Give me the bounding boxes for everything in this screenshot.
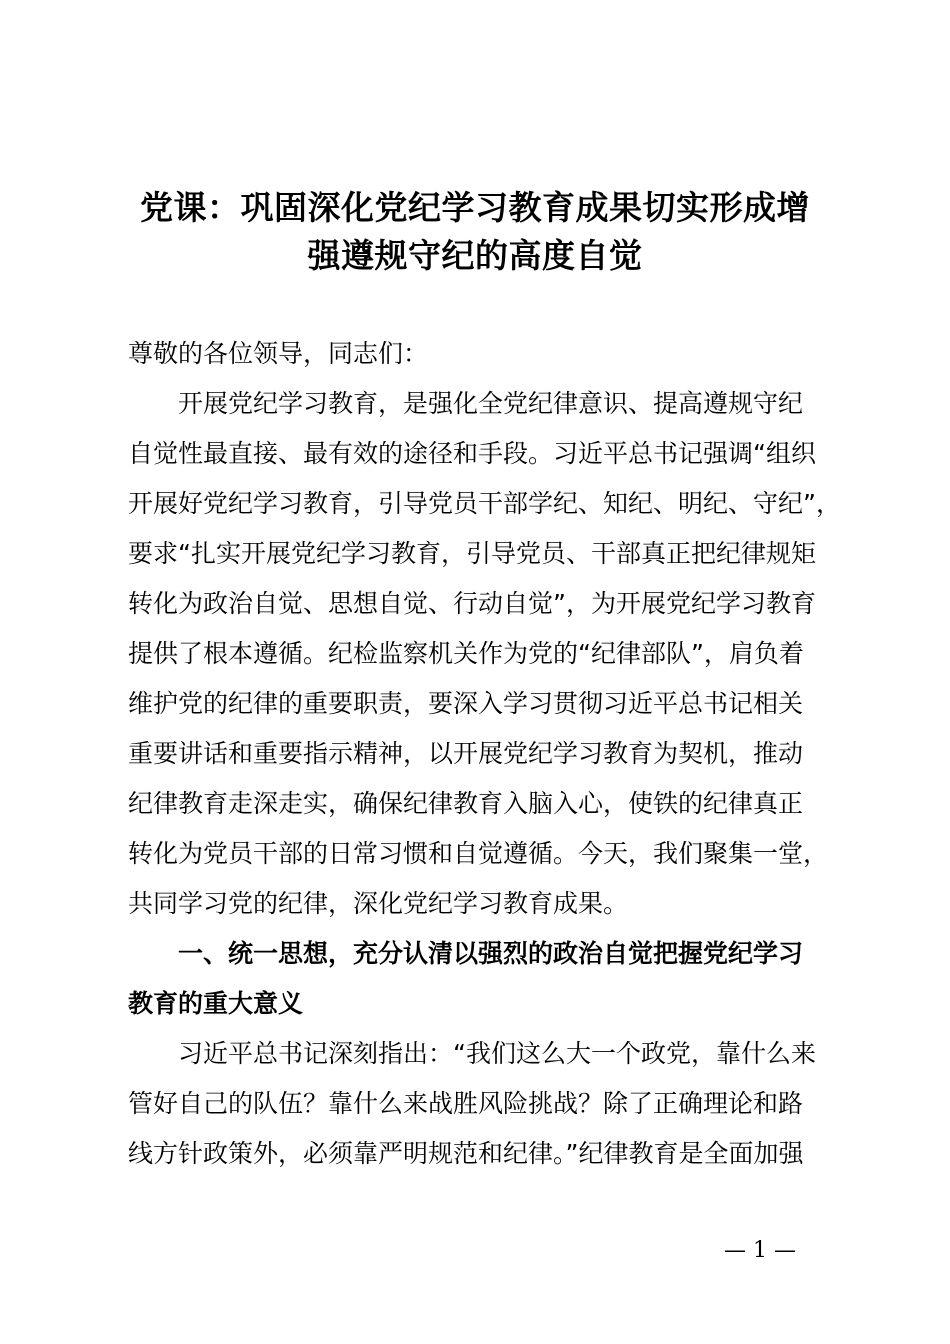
body-line: 转化为政治自觉、思想自觉、行动自觉”，为开展党纪学习教育 [128,589,816,618]
section-heading-line-2: 教育的重大意义 [128,989,304,1018]
page-number: — 1 — [724,1238,796,1263]
body-line: 自觉性最直接、最有效的途径和手段。习近平总书记强调“组织 [128,439,816,468]
body-line: 开展好党纪学习教育，引导党员干部学纪、知纪、明纪、守纪”， [128,489,841,518]
body-line: 重要讲话和重要指示精神，以开展党纪学习教育为契机，推动 [128,739,804,768]
body-line: 共同学习党的纪律，深化党纪学习教育成果。 [128,889,629,918]
body-line: 管好自己的队伍？靠什么来战胜风险挑战？除了正确理论和路 [128,1089,804,1118]
body-line: 要求“扎实开展党纪学习教育，引导党员、干部真正把纪律规矩 [128,539,816,568]
section-heading-line-1: 一、统一思想，充分认清以强烈的政治自觉把握党纪学习 [178,939,804,968]
body-line: 维护党的纪律的重要职责，要深入学习贯彻习近平总书记相关 [128,689,804,718]
body-line: 转化为党员干部的日常习惯和自觉遵循。今天，我们聚集一堂， [128,839,829,868]
salutation: 尊敬的各位领导，同志们： [128,339,429,368]
body-line: 纪律教育走深走实，确保纪律教育入脑入心，使铁的纪律真正 [128,789,804,818]
body-line: 提供了根本遵循。纪检监察机关作为党的“纪律部队”，肩负着 [128,639,804,668]
document-title-line-1: 党课：巩固深化党纪学习教育成果切实形成增 [140,188,810,227]
document-title-line-2: 强遵规守纪的高度自觉 [307,236,643,275]
body-line: 线方针政策外，必须靠严明规范和纪律。”纪律教育是全面加强 [128,1139,804,1168]
body-line: 习近平总书记深刻指出：“我们这么大一个政党，靠什么来 [178,1039,816,1068]
body-line: 开展党纪学习教育，是强化全党纪律意识、提高遵规守纪 [178,389,804,418]
